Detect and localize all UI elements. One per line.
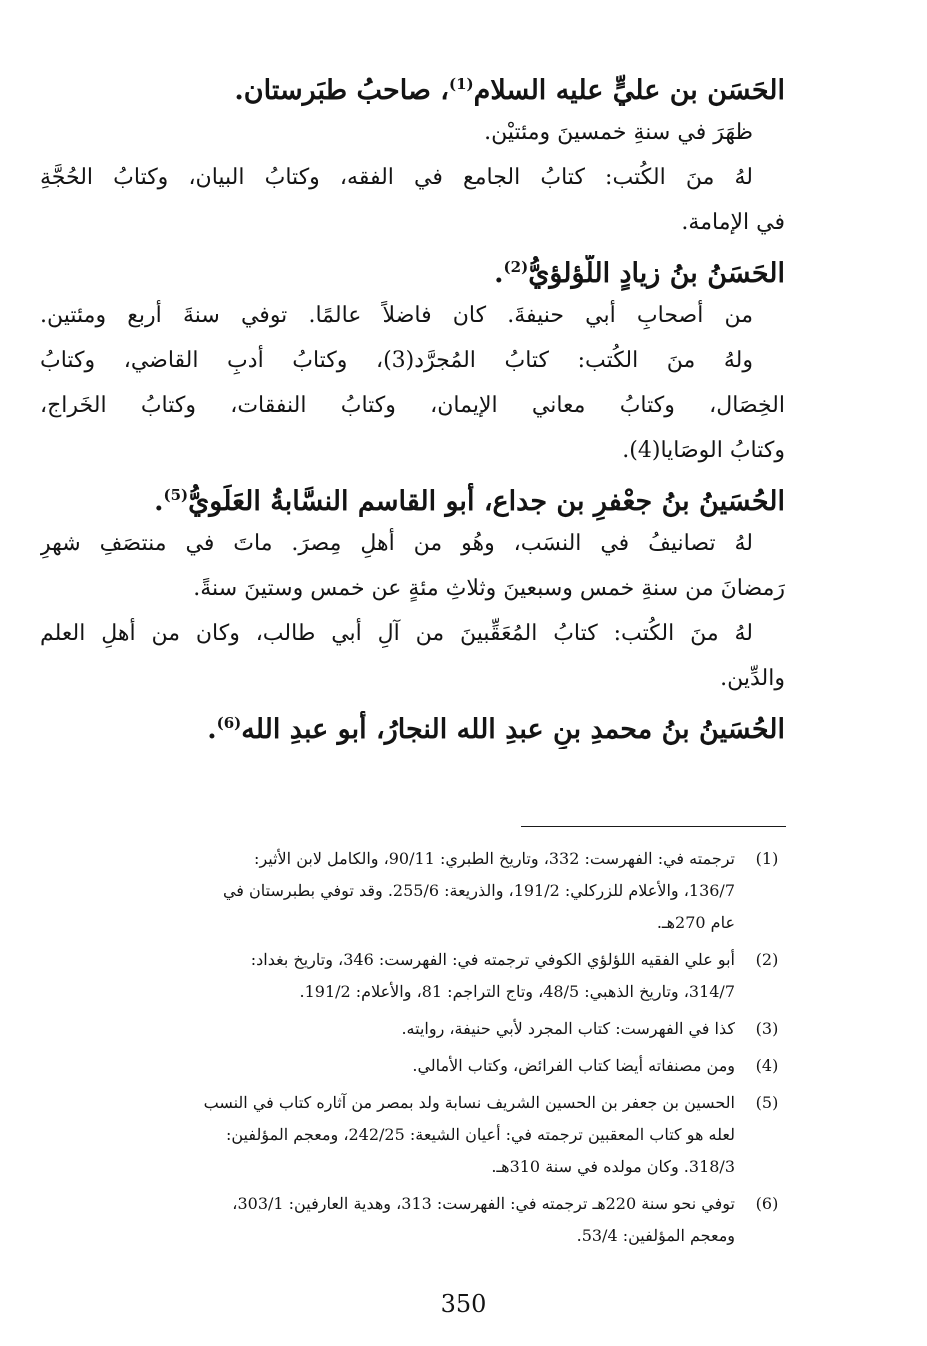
entry-heading xyxy=(40,72,785,110)
footnote-line: عام 270هـ. xyxy=(656,913,735,932)
entry-heading xyxy=(40,483,785,521)
footnote-line: أبو علي الفقيه اللؤلؤي الكوفي ترجمته في: الفهرست: 346، وتاريخ بغداد: xyxy=(250,950,735,969)
footnote-ref[interactable]: (1) xyxy=(449,75,474,93)
paragraph-line: ولهُ منَ الكُتب: كتابُ المُجرَّد(3)، وكتابُ أدبِ القاضي، وكتابُ xyxy=(40,348,753,373)
entry-heading xyxy=(40,711,785,749)
footnote-number: (4) xyxy=(755,1056,779,1075)
footnote-line: 318/3. وكان مولده في سنة 310هـ. xyxy=(491,1157,735,1176)
footnote-line: 136/7، والأعلام للزركلي: 191/2، والذريعة: 255/6. وقد توفي بطبرستان في xyxy=(222,881,735,900)
page-number: 350 xyxy=(440,1290,487,1318)
paragraph-line: ظهَرَ في سنةِ خمسينَ ومئتيْن. xyxy=(484,120,753,145)
heading-text: . xyxy=(154,486,164,517)
footnote xyxy=(40,1050,785,1082)
footnote-separator xyxy=(521,826,786,827)
footnote-line: 314/7، وتاريخ الذهبي: 48/5، وتاج التراجم: 81، والأعلام: 191/2. xyxy=(299,982,735,1001)
heading-text: . xyxy=(207,714,217,745)
footnote xyxy=(40,1087,785,1183)
footnote xyxy=(40,1013,785,1045)
footnote-number: (5) xyxy=(755,1093,779,1112)
footnote xyxy=(40,843,785,939)
heading-text: . xyxy=(494,258,504,289)
heading-text: ، صاحبُ طبَرستان. xyxy=(234,75,449,106)
paragraph-line: من أصحابِ أبي حنيفةَ. كان فاضلاً عالمًا. توفي سنةَ أربع ومئتين. xyxy=(40,303,753,328)
footnote-ref[interactable]: (6) xyxy=(216,714,242,732)
heading-text: الحُسَينُ بنُ محمدِ بنِ عبدِ الله النجارُ، أبو عبدِ الله xyxy=(241,714,785,745)
footnote-line: ترجمته في: الفهرست: 332، وتاريخ الطبري: 90/11، والكامل لابن الأثير: xyxy=(254,849,735,868)
heading-text: الحُسَينُ بنُ جعْفرِ بن جداع، أبو القاسم النسَّابةُ العَلَويُّ xyxy=(188,486,785,517)
main-text xyxy=(40,62,785,749)
heading-text: الحَسَنُ بنُ زيادٍ اللُّؤلؤيُّ xyxy=(528,258,785,289)
footnote-line: لعله هو كتاب المعقبين ترجمته في: أعيان الشيعة: 242/25، ومعجم المؤلفين: xyxy=(225,1125,735,1144)
paragraph-line: في الإمامة. xyxy=(681,210,785,235)
paragraph-line: لهُ منَ الكُتب: كتابُ المُعَقِّبينَ من آلِ أبي طالب، وكان من أهلِ العلم xyxy=(40,621,753,646)
paragraph-line: والدِّين. xyxy=(720,666,785,691)
paragraph-line: رَمضانَ من سنةِ خمس وسبعينَ وثلاثِ مئةٍ عن خمس وستينَ سنةً. xyxy=(193,576,785,601)
footnote-line: توفي نحو سنة 220هـ ترجمته في: الفهرست: 313، وهدية العارفين: 303/1، xyxy=(232,1194,735,1213)
footnote-number: (6) xyxy=(755,1194,779,1213)
footnote-line: كذا في الفهرست: كتاب المجرد لأبي حنيفة، روايته. xyxy=(401,1019,735,1038)
heading-text: الحَسَن بن عليٍّ عليه السلام xyxy=(473,75,785,106)
footnote-number: (2) xyxy=(755,950,779,969)
footnote-ref[interactable]: (5) xyxy=(163,486,189,504)
footnote-line: الحسين بن جعفر بن الحسين الشريف نسابة ولد بمصر من آثاره كتاب في النسب xyxy=(203,1093,735,1112)
footnote xyxy=(40,1188,785,1252)
footnote-number: (3) xyxy=(755,1019,779,1038)
footnote-number: (1) xyxy=(755,849,779,868)
paragraph-line: لهُ تصانيفُ في النسَب، وهُو من أهلِ مِصرَ. ماتَ في منتصَفِ شهرِ xyxy=(40,531,753,556)
footnote-ref[interactable]: (2) xyxy=(503,258,529,276)
paragraph-line: وكتابُ الوصَايا(4). xyxy=(622,438,785,463)
entry-heading xyxy=(40,255,785,293)
paragraph-line: الخِصَال، وكتابُ معاني الإيمان، وكتابُ النفقات، وكتابُ الخَراج، xyxy=(40,393,785,418)
footnote-line: ومن مصنفاته أيضا كتاب الفرائض، وكتاب الأمالي. xyxy=(412,1056,735,1075)
footnotes xyxy=(40,843,785,1257)
paragraph-line: لهُ منَ الكُتب: كتابُ الجامع في الفقه، وكتابُ البيان، وكتابُ الحُجَّةِ xyxy=(40,165,753,190)
footnote xyxy=(40,944,785,1008)
footnote-line: ومعجم المؤلفين: 53/4. xyxy=(576,1226,735,1245)
